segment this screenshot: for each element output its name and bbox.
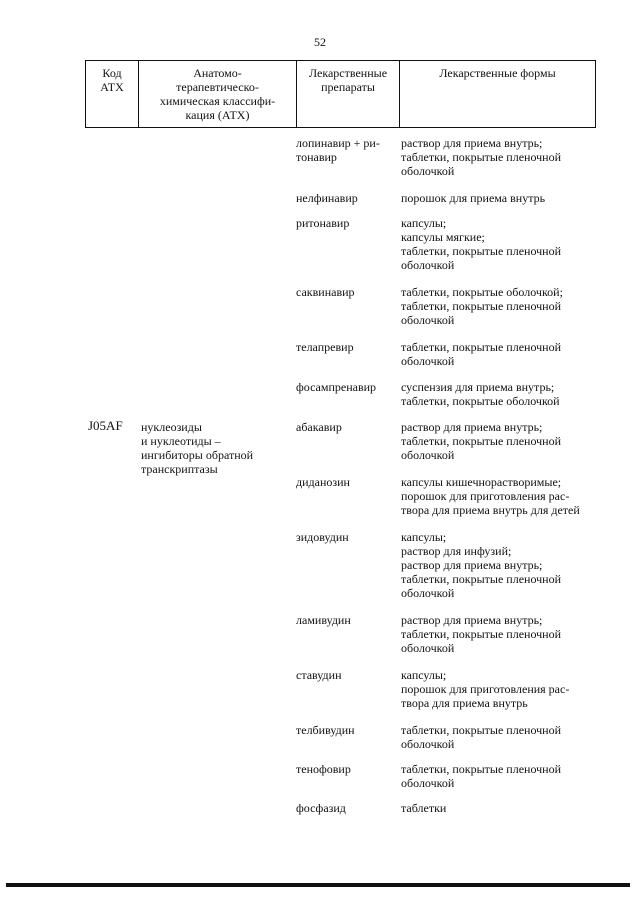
drug-name: ставудин [296,668,342,682]
dosage-forms: капсулы кишечнорастворимые; порошок для приготовления рас- твора для приема внутрь для детей [401,475,580,517]
drug-name: абакавир [296,420,342,434]
drug-name: нелфинавир [296,191,358,205]
drug-name: зидовудин [296,530,349,544]
atc-code: J05AF [88,418,123,433]
dosage-forms: таблетки, покрытые оболочкой; таблетки, покрытые пленочной оболочкой [401,285,563,327]
dosage-forms: таблетки [401,801,447,815]
header-code: Код АТХ [100,66,124,94]
drug-name: ритонавир [296,216,350,230]
header-drugs: Лекарственные препараты [308,66,388,94]
drug-name: фосампренавир [296,380,377,394]
dosage-forms: капсулы; порошок для приготовления рас- твора для приема внутрь [401,668,570,710]
dosage-forms: порошок для приема внутрь [401,191,546,205]
dosage-forms: капсулы; капсулы мягкие; таблетки, покрытые пленочной оболочкой [401,216,562,272]
footer-rule [6,883,630,887]
header-classification: Анатомо- терапевтическо- химическая классифи- кация (АТХ) [159,66,276,122]
dosage-forms: таблетки, покрытые пленочной оболочкой [401,723,562,751]
drug-name: телапревир [296,340,354,354]
dosage-forms: раствор для приема внутрь; таблетки, покрытые пленочной оболочкой [401,613,562,655]
table-header [85,60,596,128]
atc-classification: нуклеозиды и нуклеотиды – ингибиторы обратной транскриптазы [141,420,254,476]
dosage-forms: суспензия для приема внутрь; таблетки, покрытые оболочкой [401,380,560,408]
drug-name: фосфазид [296,801,346,815]
dosage-forms: капсулы; раствор для инфузий; раствор для приема внутрь; таблетки, покрытые пленочной оболочкой [401,530,562,600]
drug-name: лопинавир + ри- тонавир [296,136,380,164]
drug-name: ламивудин [296,613,351,627]
drug-name: диданозин [296,475,350,489]
header-forms: Лекарственные формы [439,66,556,80]
page-number: 52 [314,35,326,49]
drug-name: саквинавир [296,285,355,299]
dosage-forms: таблетки, покрытые пленочной оболочкой [401,762,562,790]
dosage-forms: раствор для приема внутрь; таблетки, покрытые пленочной оболочкой [401,136,562,178]
dosage-forms: таблетки, покрытые пленочной оболочкой [401,340,562,368]
drug-name: тенофовир [296,762,351,776]
dosage-forms: раствор для приема внутрь; таблетки, покрытые пленочной оболочкой [401,420,562,462]
drug-name: телбивудин [296,723,355,737]
